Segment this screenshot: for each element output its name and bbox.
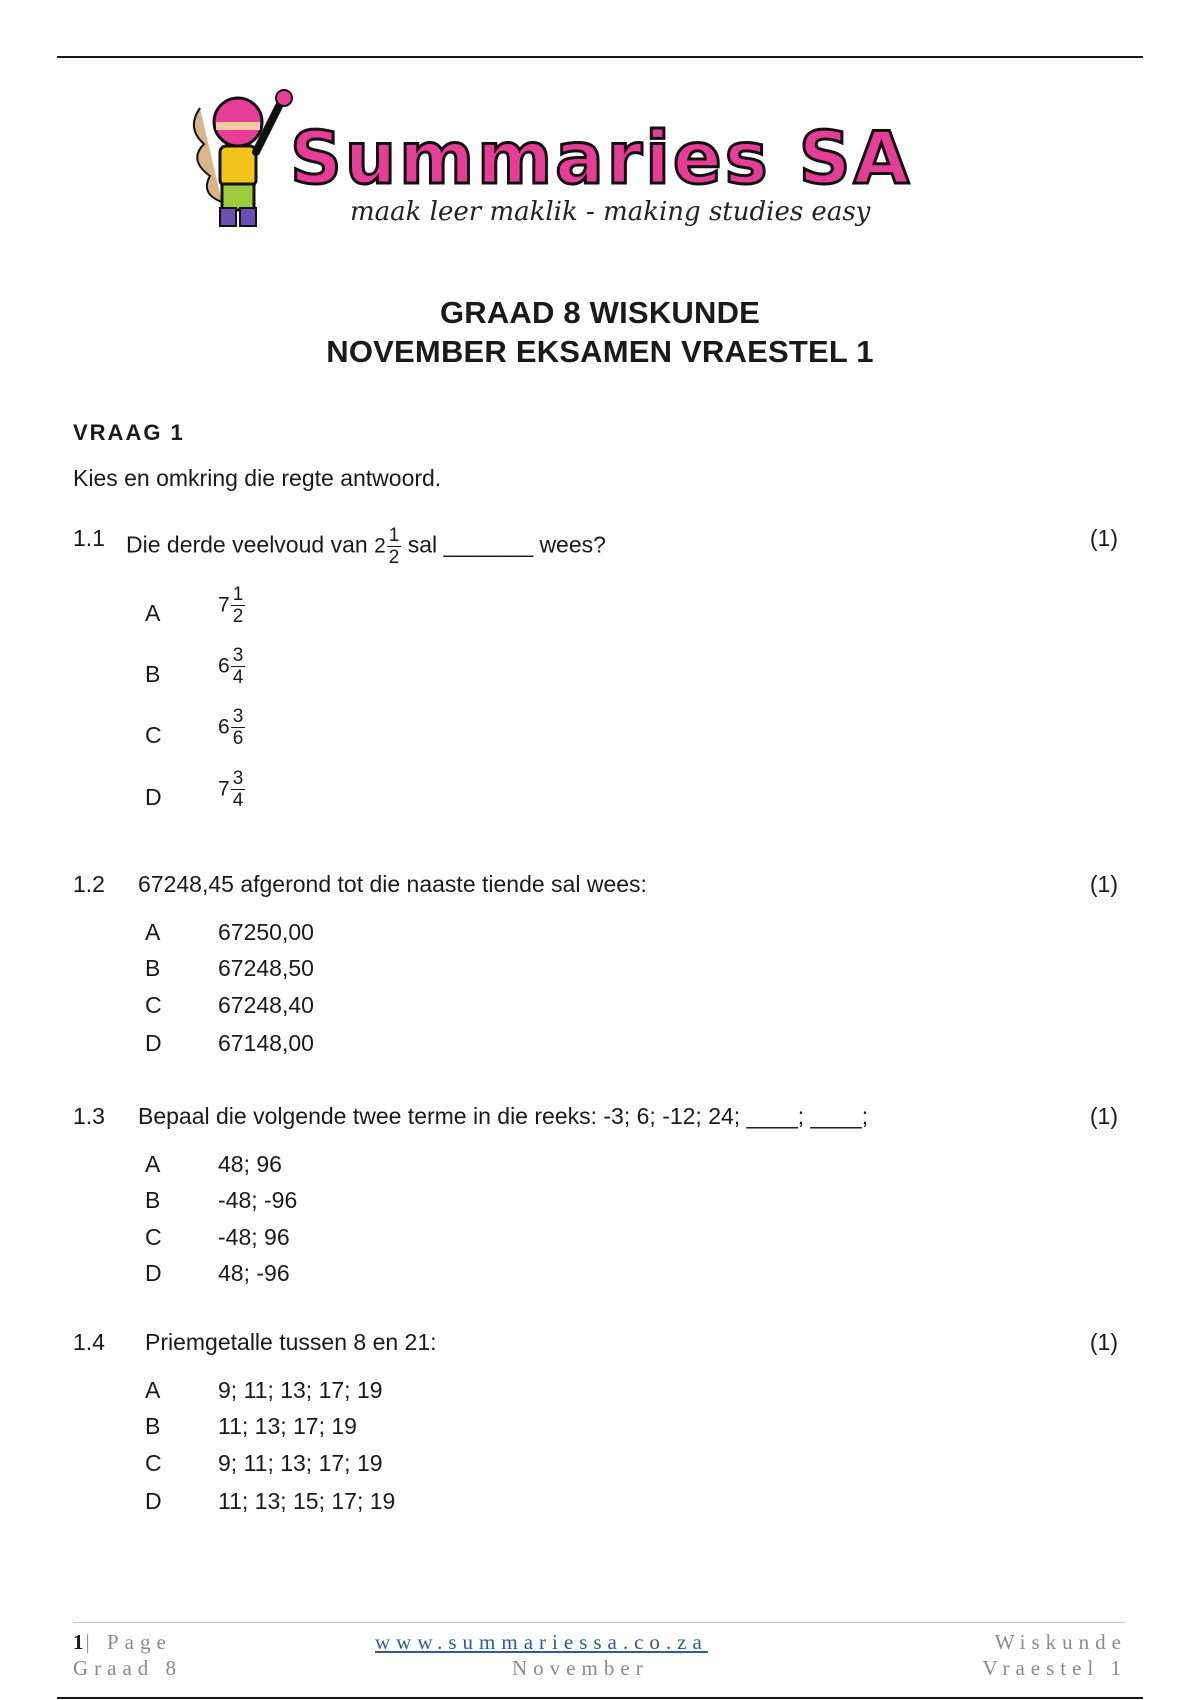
question-number: 1.4 xyxy=(73,1329,105,1355)
question-number: 1.2 xyxy=(73,871,105,897)
question-number: 1.1 xyxy=(73,525,105,551)
question-1-4 xyxy=(73,1329,1118,1359)
exam-title-line2: NOVEMBER EKSAMEN VRAESTEL 1 xyxy=(326,334,874,369)
summaries-sa-logo xyxy=(190,88,1010,248)
question-1-1 xyxy=(73,525,1118,568)
question-marks: (1) xyxy=(1089,525,1118,551)
footer-paper: Vraestel 1 xyxy=(982,1656,1127,1680)
question-text: 67248,45 afgerond tot die naaste tiende sal wees: xyxy=(138,871,647,897)
page-number: 1| Page xyxy=(73,1630,172,1654)
question-text: Priemgetalle tussen 8 en 21: xyxy=(145,1329,437,1355)
footer-subject: Wiskunde xyxy=(994,1630,1127,1654)
question-1-2 xyxy=(73,871,1118,901)
footer-grade: Graad 8 xyxy=(73,1656,183,1680)
question-number: 1.3 xyxy=(73,1103,105,1129)
logo-text: Summaries SA xyxy=(290,116,913,200)
question-text: Die derde veelvoud van 2 $\frac{1}{2}$ sal _______ wees? xyxy=(126,525,606,568)
instruction-text: Kies en omkring die regte antwoord. xyxy=(73,465,442,491)
bottom-rule xyxy=(57,1697,1143,1699)
footer-month: November xyxy=(512,1656,649,1680)
footer-website-link[interactable]: www.summariessa.co.za xyxy=(375,1630,708,1654)
question-marks: (1) xyxy=(1089,1103,1118,1129)
question-text: Bepaal die volgende twee terme in die reeks: -3; 6; -12; 24; ____; ____; xyxy=(138,1103,869,1129)
mascot-icon xyxy=(194,90,292,226)
question-marks: (1) xyxy=(1089,1329,1118,1355)
exam-title-line1: GRAAD 8 WISKUNDE xyxy=(439,295,761,330)
footer-rule xyxy=(73,1622,1125,1623)
question-marks: (1) xyxy=(1089,871,1118,897)
section-heading: VRAAG 1 xyxy=(73,420,185,445)
logo-tagline: maak leer maklik - making studies easy xyxy=(350,197,871,227)
question-1-3 xyxy=(73,1103,1118,1133)
top-rule xyxy=(57,56,1143,58)
